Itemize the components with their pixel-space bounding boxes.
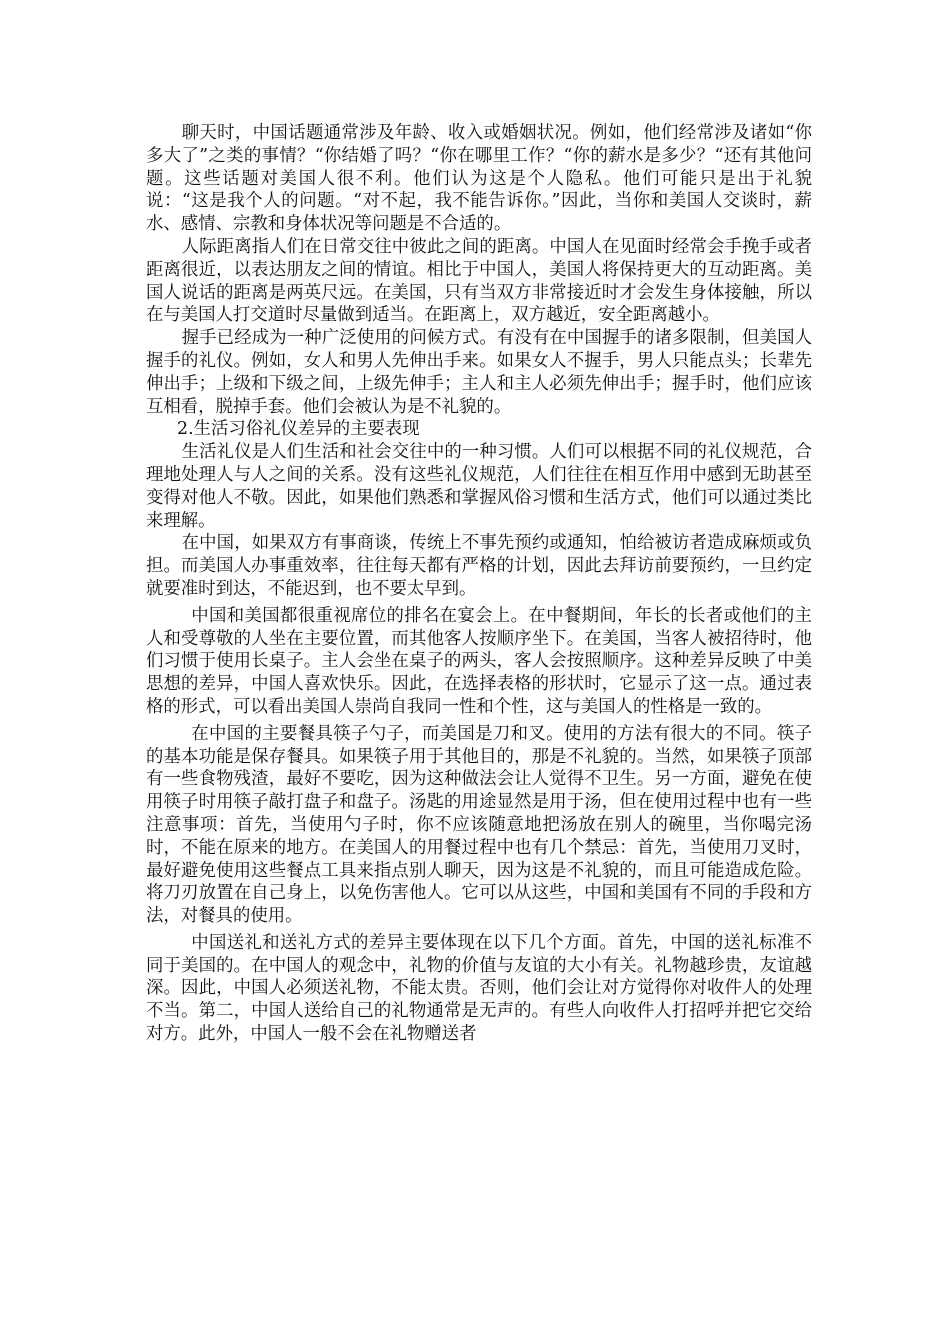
paragraph-appointments: 在中国，如果双方有事商谈，传统上不事先预约或通知，怕给被访者造成麻烦或负担。而美国人办事重效率，往往每天都有严格的计划，因此去拜访前要预约，一旦约定就要准时到达，不能迟到，也不要太早到。	[146, 533, 812, 599]
paragraph-personal-distance: 人际距离指人们在日常交往中彼此之间的距离。中国人在见面时经常会手挽手或者距离很近，以表达朋友之间的情谊。相比于中国人，美国人将保持更大的互动距离。美国人说话的距离是两英尺远。在美国，只有当双方非常接近时才会发生身体接触，所以在与美国人打交道时尽量做到适当。在距离上，双方越近，安全距离越小。	[146, 236, 812, 326]
paragraph-gift-giving: 中国送礼和送礼方式的差异主要体现在以下几个方面。首先，中国的送礼标准不同于美国的。在中国人的观念中，礼物的价值与友谊的大小有关。礼物越珍贵，友谊越深。因此，中国人必须送礼物，不能太贵。否则，他们会让对方觉得你对收件人的处理不当。第二，中国人送给自己的礼物通常是无声的。有些人向收件人打招呼并把它交给对方。此外，中国人一般不会在礼物赠送者	[146, 932, 812, 1045]
paragraph-seating: 中国和美国都很重视席位的排名在宴会上。在中餐期间，年长的长者或他们的主人和受尊敬的人坐在主要位置，而其他客人按顺序坐下。在美国，当客人被招待时，他们习惯于使用长桌子。主人会坐在桌子的两头，客人会按照顺序。这种差异反映了中美思想的差异，中国人喜欢快乐。因此，在选择表格的形状时，它显示了这一点。通过表格的形式，可以看出美国人崇尚自我同一性和个性，这与美国人的性格是一致的。	[146, 605, 812, 717]
section-heading: 2.生活习俗礼仪差异的主要表现	[177, 419, 420, 440]
paragraph-handshake: 握手已经成为一种广泛使用的问候方式。有没有在中国握手的诸多限制，但美国人握手的礼仪。例如，女人和男人先伸出手来。如果女人不握手，男人只能点头；长辈先伸出手；上级和下级之间，上级先伸手；主人和主人必须先伸出手；握手时，他们应该互相看，脱掉手套。他们会被认为是不礼貌的。	[146, 328, 812, 417]
document-page	[146, 122, 812, 1046]
paragraph-tableware: 在中国的主要餐具筷子勺子，而美国是刀和叉。使用的方法有很大的不同。筷子的基本功能是保存餐具。如果筷子用于其他目的，那是不礼貌的。当然，如果筷子顶部有一些食物残渣，最好不要吃，因为这种做法会让人觉得不卫生。另一方面，避免在使用筷子时用筷子敲打盘子和盘子。汤匙的用途显然是用于汤，但在使用过程中也有一些注意事项：首先，当使用勺子时，你不应该随意地把汤放在别人的碗里，当你喝完汤时，不能在原来的地方。在美国人的用餐过程中也有几个禁忌：首先，当使用刀叉时，最好避免使用这些餐点工具来指点别人聊天，因为这是不礼貌的，而且可能造成危险。将刀刃放置在自己身上，以免伤害他人。它可以从这些，中国和美国有不同的手段和方法，对餐具的使用。	[146, 723, 812, 927]
paragraph-life-etiquette: 生活礼仪是人们生活和社会交往中的一种习惯。人们可以根据不同的礼仪规范，合理地处理人与人之间的关系。没有这些礼仪规范，人们往往在相互作用中感到无助甚至变得对他人不敬。因此，如果他们熟悉和掌握风俗习惯和生活方式，他们可以通过类比来理解。	[146, 442, 812, 531]
paragraph-conversation-topics: 聊天时，中国话题通常涉及年龄、收入或婚姻状况。例如，他们经常涉及诸如“你多大了”之类的事情？“你结婚了吗？“你在哪里工作？“你的薪水是多少？“还有其他问题。这些话题对美国人很不利。他们认为这是个人隐私。他们可能只是出于礼貌说：“这是我个人的问题。“对不起，我不能告诉你。”因此，当你和美国人交谈时，薪水、感情、宗教和身体状况等问题是不合适的。	[146, 123, 812, 235]
